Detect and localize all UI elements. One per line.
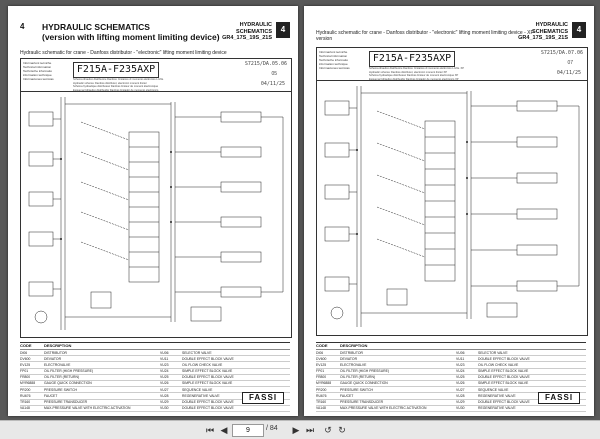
legend-cell: VU29 — [160, 400, 169, 404]
section-tag-line: SCHEMATICS — [532, 28, 568, 35]
legend-cell: FAUCET — [44, 393, 58, 398]
rotate-left-icon[interactable]: ↺ — [324, 425, 332, 435]
legend-cell: REGENERATIVE VALVE — [182, 393, 220, 398]
title-block-description — [73, 78, 193, 92]
legend-cell: PRESSURE SWITCH — [340, 387, 373, 392]
legend-cell: PRESSURE TRANSDUCER — [340, 400, 384, 404]
legend-cell: PRESSURE TRANSDUCER — [44, 400, 88, 404]
legend-cell: PRESSURE SWITCH — [44, 387, 77, 392]
drawing-number: S7215/DA.05.06 — [244, 61, 287, 67]
legend-cell: SIMPLE EFFECT BLOCK VALVE — [182, 369, 233, 374]
page-header — [20, 22, 290, 62]
info-line: Informaciones tecnicas — [319, 66, 350, 70]
schematic-frame — [20, 58, 292, 338]
legend-cell: VU30 — [160, 406, 169, 411]
info-line: Technische informatio — [319, 58, 349, 62]
legend-cell: EV125 — [20, 362, 31, 367]
legend-cell: SEQUENCE VALVE — [182, 387, 213, 392]
legend-cell: VU25 — [456, 375, 465, 380]
legend-cell: VU23 — [160, 362, 169, 367]
title-block-info — [319, 50, 359, 70]
legend-cell: MAX-PRESSURE VALVE WITH ELECTRIC ACTIVATION — [44, 406, 131, 411]
legend-cell: OIL FILTER (RETURN) — [44, 375, 80, 380]
right-page — [304, 6, 594, 416]
legend-cell: OIL FILTER (HIGH PRESSURE) — [44, 369, 93, 374]
info-line: Informazioni tecniche — [23, 61, 52, 65]
legend-cell: FAUCET — [340, 393, 354, 398]
revision-number: 07 — [567, 60, 573, 66]
schematic-subtitle: Hydraulic schematic for crane - Danfoss distributor - "electronic" lifting moment limiting device - XP version — [316, 30, 534, 42]
last-page-icon[interactable]: ⏭ — [305, 425, 315, 435]
legend-cell: DI06 — [316, 350, 324, 355]
legend-cell: DISTRIBUTOR — [340, 350, 363, 355]
legend-cell: REGENERATIVE VALVE — [478, 393, 516, 398]
desc-line: Schéma hydraulique distributeur Danfoss limiteur de moment électronique XP — [369, 74, 459, 77]
legend-cell: OIL FILTER (RETURN) — [340, 375, 376, 380]
legend-cell: DOUBLE EFFECT BLOCK VALVE — [478, 356, 530, 361]
info-line: information technique — [23, 73, 52, 77]
legend-cell: PR200 — [316, 387, 327, 392]
legend-cell: GAUGE QUICK CONNECTION — [44, 381, 92, 386]
legend-cell: SEQUENCE VALVE — [478, 387, 509, 392]
info-line: Technical information — [319, 54, 348, 58]
model-code: F215A-F235AXP — [73, 62, 159, 78]
legend-cell: VU27 — [456, 387, 465, 392]
page-title-sub: (version with lifting moment limiting device) — [42, 32, 220, 42]
legend-cell: DV600 — [20, 356, 31, 361]
rotate-right-icon[interactable]: ↻ — [338, 425, 346, 435]
legend-row — [316, 406, 586, 412]
legend-cell: OIL FILTER (HIGH PRESSURE) — [340, 369, 389, 374]
desc-line: Hydraulic schema: Danfoss distributor, electronic moment limiter XP — [369, 70, 447, 74]
desc-line: Schéma hydraulique distributeur Danfoss limiteur de moment électronique — [73, 85, 159, 88]
drawing-date: 04/11/25 — [260, 81, 285, 87]
info-line: Informazioni tecniche — [319, 50, 348, 54]
legend-cell: OIL FLOW CHECK VALVE — [182, 362, 223, 367]
section-tag-line: HYDRAULIC — [239, 22, 272, 28]
legend-cell: VU30 — [456, 406, 465, 411]
legend-cell: DOUBLE EFFECT BLOCK VALVE — [182, 400, 234, 404]
legend-cell: OIL FLOW CHECK VALVE — [478, 362, 519, 367]
legend-cell: PR200 — [20, 387, 31, 392]
fassi-logo: FASSI — [538, 392, 580, 404]
section-number-box: 4 — [572, 22, 586, 38]
chapter-number: 4 — [20, 22, 25, 31]
legend-cell: VU11 — [160, 356, 169, 361]
legend-cell: VU26 — [456, 381, 465, 386]
section-tag — [222, 22, 272, 42]
title-block — [317, 48, 587, 81]
legend-cell: VA148 — [20, 406, 30, 411]
legend-cell: VU23 — [456, 362, 465, 367]
legend-cell: RU676 — [20, 393, 31, 398]
legend-cell: TR160 — [316, 400, 327, 404]
info-line: Technische informatio — [23, 69, 53, 73]
legend-cell: VU29 — [456, 400, 465, 404]
desc-line: Hydraulic schema: Danfoss distributor, electronic moment limiter — [73, 81, 147, 85]
legend-cell: VU06 — [456, 350, 465, 355]
first-page-icon[interactable]: ⏮ — [205, 425, 215, 435]
legend-cell: TR160 — [20, 400, 31, 404]
section-tag-line: SCHEMATICS — [236, 28, 272, 35]
info-line: information technique — [319, 62, 348, 66]
legend-cell: DOUBLE EFFECT BLOCK VALVE — [478, 400, 530, 404]
drawing-number: S7215/DA.07.06 — [540, 50, 583, 56]
legend-header-description: DESCRIPTION — [44, 343, 72, 348]
prev-page-icon[interactable]: ◀ — [220, 425, 228, 435]
legend-cell: VU28 — [456, 393, 465, 398]
legend-cell: DOUBLE EFFECT BLOCK VALVE — [182, 375, 234, 380]
legend-cell: DEVIATOR — [340, 356, 358, 361]
legend-cell: EV125 — [316, 362, 327, 367]
section-tag-line: GR4_17S_19S_21S — [518, 35, 568, 41]
legend-cell: DI06 — [20, 350, 28, 355]
legend-cell: FR800 — [316, 375, 327, 380]
legend-cell: SIMPLE EFFECT BLOCK VALVE — [478, 369, 529, 374]
legend-cell: ELECTROVALVE — [44, 362, 71, 367]
legend-cell: SIMPLE EFFECT BLOCK VALVE — [478, 381, 529, 386]
legend-cell: FR800 — [20, 375, 31, 380]
legend-row — [20, 406, 290, 412]
info-line: Informaciones tecnicas — [23, 77, 54, 81]
desc-line: Schema idraulico distributore Danfoss: limitatore di momento elettronico L.M.E. XP — [369, 67, 465, 70]
legend-cell: VA148 — [316, 406, 326, 411]
info-line: Technical information — [23, 65, 52, 69]
next-page-icon[interactable]: ▶ — [292, 425, 300, 435]
legend-cell: SELECTOR VALVE — [478, 350, 508, 355]
legend-cell: DISTRIBUTOR — [44, 350, 67, 355]
title-block-description — [369, 67, 489, 81]
section-tag-line: HYDRAULIC — [535, 22, 568, 28]
legend-cell: VU28 — [160, 393, 169, 398]
page-total: / 84 — [266, 425, 278, 432]
model-code: F215A-F235AXP — [369, 51, 455, 67]
legend-cell: VU06 — [160, 350, 169, 355]
legend-cell: VU11 — [456, 356, 465, 361]
legend-cell: GAUGE QUICK CONNECTION — [340, 381, 388, 386]
legend-cell: DEVIATOR — [44, 356, 62, 361]
legend-cell: VU26 — [160, 381, 169, 386]
legend-cell: SELECTOR VALVE — [182, 350, 212, 355]
legend-cell: DOUBLE EFFECT BLOCK VALVE — [182, 356, 234, 361]
schematic-frame — [316, 47, 588, 336]
section-tag-line: GR4_17S_19S_21S — [222, 35, 272, 41]
legend-cell: ELECTROVALVE — [340, 362, 367, 367]
section-number-box: 4 — [276, 22, 290, 38]
legend-cell: SIMPLE EFFECT BLOCK VALVE — [182, 381, 233, 386]
legend-cell: REGENERATIVE VALVE — [478, 406, 516, 411]
desc-line: Esquema hidráulico distribuidor Danfoss limitador de momento electrónico XP — [369, 77, 459, 81]
legend-cell: MYR6888 — [316, 381, 332, 386]
schematic-subtitle: Hydraulic schematic for crane - Danfoss distributor - "electronic" lifting moment limiting device — [20, 50, 227, 56]
title-block-info — [23, 61, 63, 81]
legend-header-code: CODE — [20, 343, 32, 348]
legend-header-description: DESCRIPTION — [340, 343, 368, 348]
legend-cell: FP01 — [20, 369, 29, 374]
desc-line: Schema idraulico distributore Danfoss: limitatore di momento elettronico L.M.E. — [73, 78, 164, 81]
legend-cell: RU676 — [316, 393, 327, 398]
legend-header — [20, 343, 290, 350]
desc-line: Esquema hidráulico distribuidor Danfoss limitador de momento electrónico — [73, 88, 159, 92]
title-block — [21, 59, 291, 92]
drawing-date: 04/11/25 — [556, 70, 581, 76]
legend-cell: DV600 — [316, 356, 327, 361]
legend-cell: FP01 — [316, 369, 325, 374]
legend-header — [316, 343, 586, 350]
legend-cell: VU25 — [160, 375, 169, 380]
legend-cell: DOUBLE EFFECT BLOCK VALVE — [182, 406, 234, 411]
page-title: HYDRAULIC SCHEMATICS — [42, 22, 150, 32]
legend-cell: VU27 — [160, 387, 169, 392]
legend-cell: VU24 — [160, 369, 169, 374]
legend-cell: VU24 — [456, 369, 465, 374]
legend-cell: MAX-PRESSURE VALVE WITH ELECTRIC ACTIVATION — [340, 406, 427, 411]
revision-number: 05 — [271, 71, 277, 77]
left-page — [8, 6, 298, 416]
fassi-logo: FASSI — [242, 392, 284, 404]
legend-header-code: CODE — [316, 343, 328, 348]
legend-cell: DOUBLE EFFECT BLOCK VALVE — [478, 375, 530, 380]
hydraulic-schematic-drawing — [317, 81, 587, 333]
page-number-input[interactable]: 9 — [232, 424, 264, 437]
viewer-toolbar — [0, 420, 600, 439]
legend-cell: MYR6888 — [20, 381, 36, 386]
hydraulic-schematic-drawing — [21, 92, 291, 336]
